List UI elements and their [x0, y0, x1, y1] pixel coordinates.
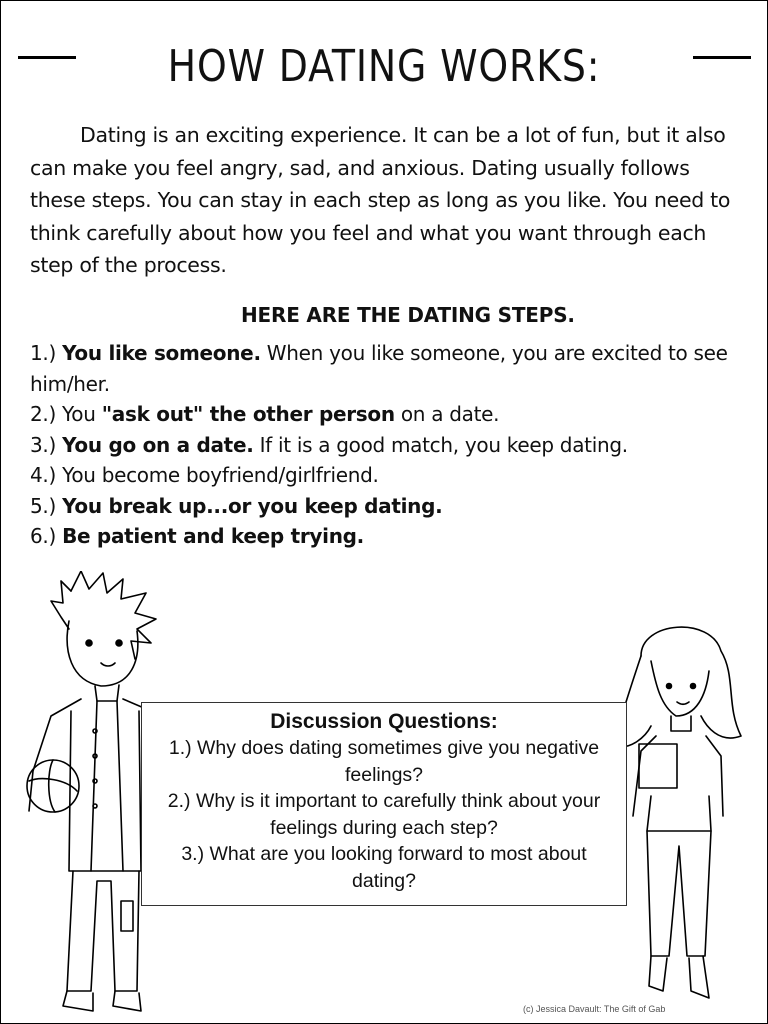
discussion-title: Discussion Questions:	[270, 710, 498, 733]
step-item-6: 6.) Be patient and keep trying.	[30, 524, 364, 548]
discussion-question-2: 2.) Why is it important to carefully think about your feelings during each step?	[167, 790, 601, 839]
intro-paragraph: Dating is an exciting experience. It can be a lot of fun, but it also can make you feel angry, sad, and anxious. Dating usually follows these steps. You can stay in each step as long as you like. You need to think carefully about how you feel and what you want through each step of the process.	[30, 123, 731, 278]
page-title: HOW DATING WORKS:	[167, 41, 601, 92]
discussion-question-3: 3.) What are you looking forward to most about dating?	[181, 843, 587, 892]
step-item-1: 1.) You like someone. When you like someone, you are excited to see him/her.	[30, 341, 728, 396]
discussion-box	[141, 702, 627, 906]
step-item-3: 3.) You go on a date. If it is a good match, you keep dating.	[30, 432, 628, 457]
step-item-2: 2.) You "ask out" the other person on a date.	[30, 402, 500, 426]
copyright-credit: (c) Jessica Davault: The Gift of Gab	[523, 1004, 666, 1014]
step-item-4: 4.) You become boyfriend/girlfriend.	[30, 463, 379, 487]
steps-heading: HERE ARE THE DATING STEPS.	[241, 303, 575, 327]
title-dash-right	[693, 56, 751, 59]
discussion-question-1: 1.) Why does dating sometimes give you negative feelings?	[168, 737, 600, 786]
steps-list	[30, 338, 742, 552]
step-item-5: 5.) You break up...or you keep dating.	[30, 493, 443, 518]
